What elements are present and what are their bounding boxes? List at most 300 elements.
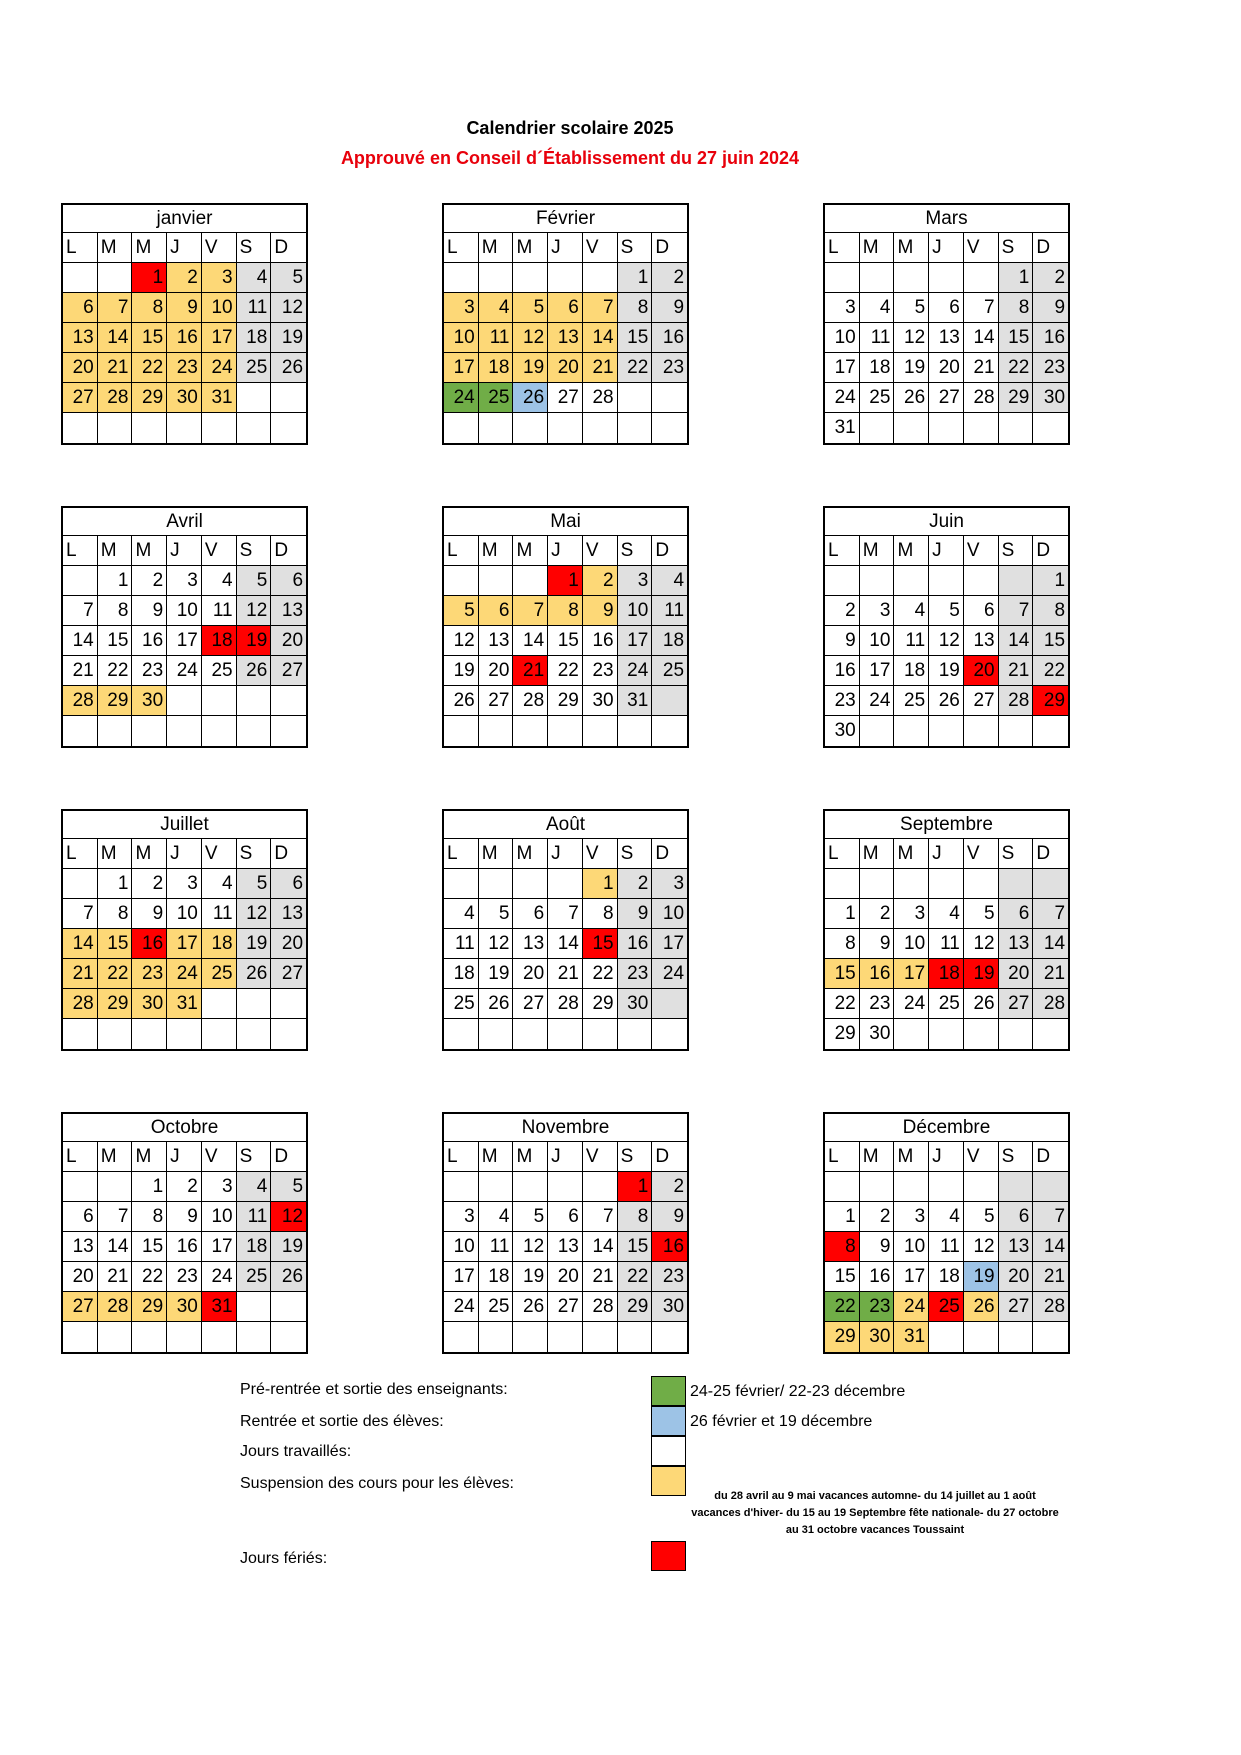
day-cell: 26 (271, 1262, 306, 1292)
day-cell (618, 413, 653, 443)
day-cell: 8 (618, 1202, 653, 1232)
day-cell: 24 (618, 656, 653, 686)
day-cell: 8 (999, 293, 1034, 323)
day-cell: 27 (964, 686, 999, 716)
day-cell: 3 (894, 899, 929, 929)
day-cell (1033, 1019, 1068, 1049)
month-name: Mai (444, 508, 687, 536)
day-cell: 1 (1033, 566, 1068, 596)
day-cell (583, 263, 618, 293)
day-cell: 3 (894, 1202, 929, 1232)
day-cell (860, 263, 895, 293)
weekday-label: J (167, 839, 202, 869)
day-cell: 14 (999, 626, 1034, 656)
day-cell: 6 (548, 293, 583, 323)
day-cell: 16 (132, 929, 167, 959)
week-row (825, 716, 1068, 746)
day-cell: 13 (964, 626, 999, 656)
day-cell: 17 (444, 1262, 479, 1292)
day-cell: 20 (271, 929, 306, 959)
day-cell (271, 1019, 306, 1049)
week-row (63, 1232, 306, 1262)
day-cell (271, 716, 306, 746)
day-cell: 21 (63, 959, 98, 989)
day-cell: 12 (929, 626, 964, 656)
day-cell: 1 (825, 1202, 860, 1232)
day-cell: 9 (167, 1202, 202, 1232)
month-avril (61, 506, 308, 748)
day-cell (999, 1172, 1034, 1202)
weekday-label: V (964, 1142, 999, 1172)
day-cell: 26 (237, 656, 272, 686)
month-name: Juin (825, 508, 1068, 536)
week-row (63, 716, 306, 746)
day-cell: 26 (964, 989, 999, 1019)
day-cell (583, 413, 618, 443)
day-cell (237, 989, 272, 1019)
day-cell: 11 (894, 626, 929, 656)
day-cell (618, 1019, 653, 1049)
day-cell: 1 (583, 869, 618, 899)
day-cell (479, 1172, 514, 1202)
week-row (825, 566, 1068, 596)
day-cell (999, 566, 1034, 596)
month-décembre (823, 1112, 1070, 1354)
weekday-label: J (929, 839, 964, 869)
day-cell: 17 (860, 656, 895, 686)
day-cell: 13 (63, 323, 98, 353)
day-cell: 16 (860, 1262, 895, 1292)
weekday-label: M (894, 536, 929, 566)
day-cell (583, 716, 618, 746)
weekday-label: S (618, 839, 653, 869)
day-cell (444, 413, 479, 443)
weekday-label: J (548, 536, 583, 566)
weekday-label: D (1033, 536, 1068, 566)
day-cell: 25 (202, 959, 237, 989)
day-cell: 19 (271, 323, 306, 353)
day-cell: 18 (237, 323, 272, 353)
day-cell (167, 1322, 202, 1352)
day-cell: 2 (583, 566, 618, 596)
day-cell: 28 (1033, 989, 1068, 1019)
week-row (825, 1262, 1068, 1292)
day-cell: 2 (132, 566, 167, 596)
week-row (63, 1292, 306, 1322)
day-cell: 21 (63, 656, 98, 686)
day-cell: 27 (929, 383, 964, 413)
day-cell: 23 (652, 353, 687, 383)
week-row (825, 596, 1068, 626)
day-cell: 9 (618, 899, 653, 929)
day-cell (271, 989, 306, 1019)
day-cell (202, 1322, 237, 1352)
day-cell: 27 (63, 383, 98, 413)
weekday-label: S (237, 536, 272, 566)
day-cell (98, 263, 133, 293)
day-cell: 29 (1033, 686, 1068, 716)
day-cell (513, 1019, 548, 1049)
day-cell: 16 (167, 323, 202, 353)
day-cell: 29 (132, 383, 167, 413)
day-cell (964, 716, 999, 746)
weekday-label: D (271, 839, 306, 869)
weekday-label: S (237, 839, 272, 869)
weekday-label: S (618, 233, 653, 263)
weekday-label: J (929, 233, 964, 263)
day-cell: 7 (583, 1202, 618, 1232)
weekday-label: L (444, 233, 479, 263)
weekday-label: V (964, 839, 999, 869)
day-cell (860, 413, 895, 443)
month-name: Octobre (63, 1114, 306, 1142)
weekday-label: M (894, 233, 929, 263)
day-cell: 9 (652, 293, 687, 323)
day-cell: 5 (271, 1172, 306, 1202)
month-octobre (61, 1112, 308, 1354)
day-cell (929, 1322, 964, 1352)
week-row (63, 656, 306, 686)
day-cell: 19 (894, 353, 929, 383)
weekday-label: S (618, 1142, 653, 1172)
weekday-label: M (513, 536, 548, 566)
day-cell: 11 (479, 1232, 514, 1262)
week-row (63, 626, 306, 656)
week-row (825, 1232, 1068, 1262)
day-cell: 7 (98, 293, 133, 323)
weekday-label: S (999, 839, 1034, 869)
weekday-label: L (444, 536, 479, 566)
day-cell: 22 (98, 656, 133, 686)
day-cell: 26 (929, 686, 964, 716)
day-cell (929, 716, 964, 746)
week-row (825, 1322, 1068, 1352)
day-cell (237, 716, 272, 746)
day-cell (929, 1019, 964, 1049)
day-cell: 4 (929, 899, 964, 929)
day-cell (964, 1172, 999, 1202)
day-cell: 11 (202, 596, 237, 626)
weekday-label: L (444, 1142, 479, 1172)
day-cell: 9 (167, 293, 202, 323)
weekday-label: M (479, 536, 514, 566)
day-cell (202, 716, 237, 746)
day-cell (513, 263, 548, 293)
day-cell: 21 (548, 959, 583, 989)
day-cell (618, 716, 653, 746)
day-cell: 23 (1033, 353, 1068, 383)
day-cell: 18 (860, 353, 895, 383)
weekday-label: S (237, 1142, 272, 1172)
day-cell: 22 (132, 1262, 167, 1292)
day-cell (63, 716, 98, 746)
day-cell: 3 (444, 1202, 479, 1232)
day-cell: 28 (98, 1292, 133, 1322)
day-cell: 4 (479, 1202, 514, 1232)
day-cell: 1 (825, 899, 860, 929)
day-cell: 11 (479, 323, 514, 353)
week-row (444, 566, 687, 596)
day-cell (894, 716, 929, 746)
weekday-header (63, 1142, 306, 1172)
week-row (444, 293, 687, 323)
weekday-header (825, 536, 1068, 566)
weekday-label: V (964, 233, 999, 263)
day-cell: 8 (98, 596, 133, 626)
day-cell: 25 (444, 989, 479, 1019)
day-cell (1033, 1172, 1068, 1202)
day-cell (964, 1322, 999, 1352)
day-cell: 25 (929, 989, 964, 1019)
day-cell (444, 1322, 479, 1352)
week-row (444, 1262, 687, 1292)
weekday-label: M (479, 233, 514, 263)
day-cell: 10 (652, 899, 687, 929)
day-cell: 3 (825, 293, 860, 323)
month-mai (442, 506, 689, 748)
day-cell: 17 (202, 323, 237, 353)
day-cell: 28 (98, 383, 133, 413)
day-cell (860, 869, 895, 899)
day-cell: 30 (860, 1019, 895, 1049)
day-cell: 30 (132, 989, 167, 1019)
weekday-label: V (583, 839, 618, 869)
day-cell: 19 (237, 626, 272, 656)
day-cell: 30 (167, 383, 202, 413)
day-cell (929, 1172, 964, 1202)
day-cell (894, 1172, 929, 1202)
day-cell: 6 (63, 1202, 98, 1232)
day-cell: 12 (444, 626, 479, 656)
week-row (63, 1019, 306, 1049)
day-cell: 22 (98, 959, 133, 989)
day-cell: 12 (237, 596, 272, 626)
day-cell (237, 1322, 272, 1352)
day-cell (825, 566, 860, 596)
day-cell (929, 413, 964, 443)
day-cell: 27 (548, 383, 583, 413)
weekday-header (63, 536, 306, 566)
day-cell: 14 (583, 323, 618, 353)
day-cell (999, 1322, 1034, 1352)
day-cell: 29 (825, 1019, 860, 1049)
day-cell (444, 1172, 479, 1202)
weekday-label: M (860, 839, 895, 869)
weekday-label: M (513, 1142, 548, 1172)
day-cell (63, 1322, 98, 1352)
day-cell: 7 (1033, 1202, 1068, 1232)
weekday-label: M (132, 233, 167, 263)
weekday-label: V (202, 536, 237, 566)
day-cell (237, 1019, 272, 1049)
day-cell (271, 686, 306, 716)
week-row (825, 989, 1068, 1019)
weekday-label: J (548, 839, 583, 869)
day-cell: 2 (860, 899, 895, 929)
day-cell: 28 (548, 989, 583, 1019)
day-cell: 21 (513, 656, 548, 686)
day-cell: 26 (479, 989, 514, 1019)
week-row (825, 353, 1068, 383)
day-cell: 15 (132, 323, 167, 353)
week-row (63, 353, 306, 383)
weekday-header (825, 233, 1068, 263)
weekday-header (63, 233, 306, 263)
day-cell: 10 (860, 626, 895, 656)
day-cell (271, 1322, 306, 1352)
day-cell: 6 (548, 1202, 583, 1232)
day-cell (63, 1019, 98, 1049)
weekday-label: M (860, 536, 895, 566)
day-cell (964, 869, 999, 899)
weekday-header (444, 1142, 687, 1172)
day-cell (513, 869, 548, 899)
day-cell: 15 (132, 1232, 167, 1262)
day-cell: 4 (202, 566, 237, 596)
day-cell: 1 (999, 263, 1034, 293)
day-cell: 24 (202, 353, 237, 383)
weekday-label: L (63, 839, 98, 869)
week-row (444, 899, 687, 929)
day-cell: 20 (63, 1262, 98, 1292)
day-cell (999, 869, 1034, 899)
day-cell: 23 (167, 1262, 202, 1292)
day-cell: 22 (825, 1292, 860, 1322)
day-cell: 5 (894, 293, 929, 323)
day-cell: 21 (98, 1262, 133, 1292)
week-row (63, 383, 306, 413)
day-cell: 4 (929, 1202, 964, 1232)
day-cell (479, 566, 514, 596)
month-name: Juillet (63, 811, 306, 839)
day-cell: 1 (132, 263, 167, 293)
day-cell (167, 686, 202, 716)
day-cell: 20 (513, 959, 548, 989)
week-row (825, 686, 1068, 716)
day-cell: 1 (98, 566, 133, 596)
day-cell (860, 716, 895, 746)
day-cell: 8 (618, 293, 653, 323)
day-cell (583, 1322, 618, 1352)
day-cell (479, 1322, 514, 1352)
day-cell (479, 869, 514, 899)
day-cell: 2 (860, 1202, 895, 1232)
weekday-label: V (964, 536, 999, 566)
day-cell: 14 (583, 1232, 618, 1262)
weekday-label: M (132, 1142, 167, 1172)
day-cell: 11 (237, 293, 272, 323)
day-cell (63, 263, 98, 293)
day-cell: 30 (1033, 383, 1068, 413)
day-cell: 1 (548, 566, 583, 596)
day-cell: 4 (237, 1172, 272, 1202)
week-row (444, 989, 687, 1019)
day-cell: 19 (444, 656, 479, 686)
day-cell (964, 1019, 999, 1049)
weekday-header (444, 839, 687, 869)
day-cell: 11 (237, 1202, 272, 1232)
day-cell: 13 (548, 323, 583, 353)
day-cell: 19 (479, 959, 514, 989)
day-cell: 13 (271, 596, 306, 626)
day-cell (271, 413, 306, 443)
week-row (63, 413, 306, 443)
month-name: Août (444, 811, 687, 839)
weekday-label: J (929, 1142, 964, 1172)
day-cell: 30 (132, 686, 167, 716)
day-cell: 24 (167, 656, 202, 686)
week-row (825, 383, 1068, 413)
day-cell: 8 (825, 1232, 860, 1262)
day-cell: 7 (63, 899, 98, 929)
month-septembre (823, 809, 1070, 1051)
legend-label-jours-feries: Jours fériés: (240, 1550, 328, 1567)
day-cell: 15 (618, 1232, 653, 1262)
day-cell: 8 (132, 1202, 167, 1232)
day-cell: 11 (860, 323, 895, 353)
day-cell: 14 (98, 1232, 133, 1262)
week-row (63, 566, 306, 596)
weekday-label: M (132, 536, 167, 566)
day-cell (999, 413, 1034, 443)
day-cell (1033, 1322, 1068, 1352)
day-cell: 6 (271, 566, 306, 596)
month-name: Septembre (825, 811, 1068, 839)
day-cell: 23 (825, 686, 860, 716)
weekday-label: V (202, 233, 237, 263)
day-cell: 9 (132, 596, 167, 626)
day-cell: 21 (1033, 1262, 1068, 1292)
week-row (444, 626, 687, 656)
day-cell: 24 (167, 959, 202, 989)
day-cell (548, 413, 583, 443)
day-cell: 25 (237, 1262, 272, 1292)
day-cell: 7 (999, 596, 1034, 626)
day-cell: 29 (98, 989, 133, 1019)
day-cell (444, 263, 479, 293)
day-cell: 3 (860, 596, 895, 626)
day-cell (894, 263, 929, 293)
day-cell: 28 (583, 383, 618, 413)
day-cell: 25 (860, 383, 895, 413)
day-cell (202, 1019, 237, 1049)
weekday-label: J (167, 536, 202, 566)
legend-desc-pre-rentree: 24-25 février/ 22-23 décembre (690, 1383, 906, 1400)
day-cell (860, 1172, 895, 1202)
weekday-label: J (167, 233, 202, 263)
day-cell: 3 (652, 869, 687, 899)
day-cell (237, 686, 272, 716)
weekday-label: M (513, 233, 548, 263)
day-cell: 23 (860, 1292, 895, 1322)
day-cell (98, 1322, 133, 1352)
day-cell: 9 (1033, 293, 1068, 323)
day-cell: 27 (63, 1292, 98, 1322)
week-row (63, 596, 306, 626)
day-cell: 18 (444, 959, 479, 989)
day-cell (444, 566, 479, 596)
day-cell (202, 413, 237, 443)
day-cell: 13 (271, 899, 306, 929)
weekday-label: M (894, 839, 929, 869)
day-cell (513, 566, 548, 596)
day-cell: 20 (479, 656, 514, 686)
day-cell: 17 (618, 626, 653, 656)
day-cell: 29 (825, 1322, 860, 1352)
weekday-label: S (999, 536, 1034, 566)
day-cell (479, 263, 514, 293)
week-row (63, 293, 306, 323)
